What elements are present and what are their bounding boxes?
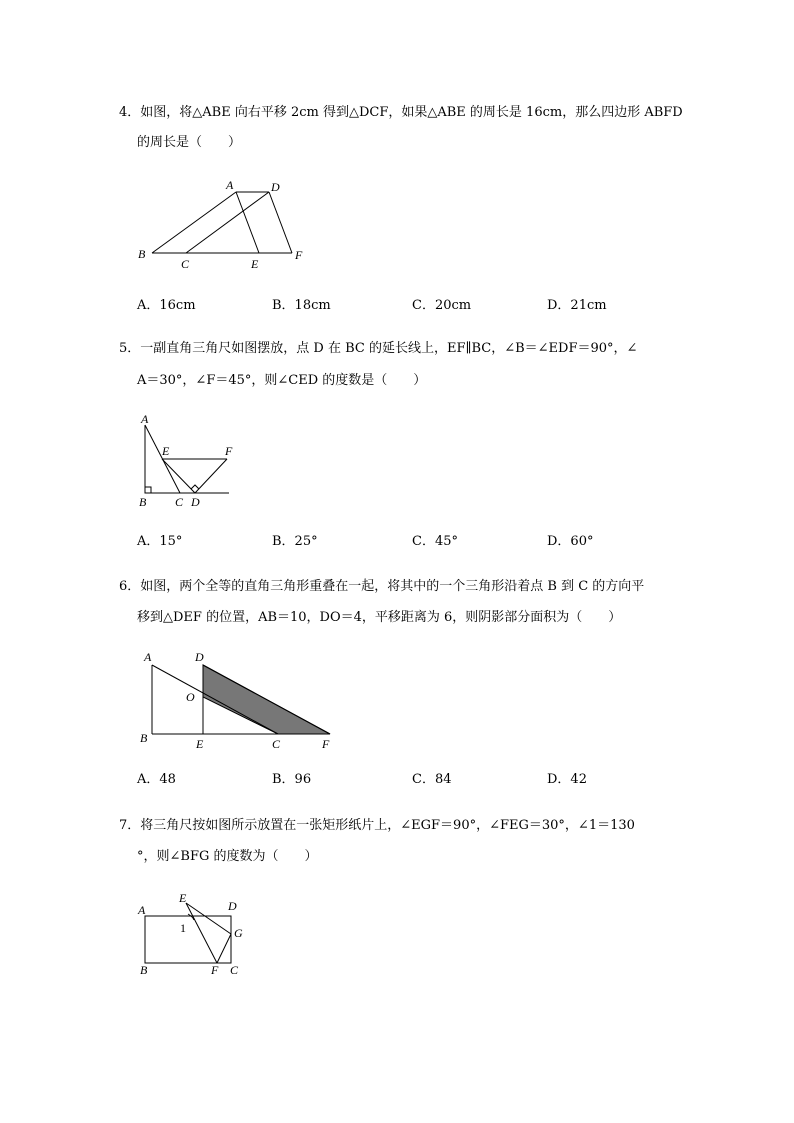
segment-ED — [162, 459, 195, 493]
label-E: E — [251, 257, 259, 271]
question-5-text-line-1: 5．一副直角三角尺如图摆放，点 D 在 BC 的延长线上，EF∥BC，∠B＝∠EDF＝90°，∠ — [119, 341, 638, 356]
question-6-text-line-1: 6．如图，两个全等的直角三角形重叠在一起，将其中的一个三角形沿着点 B 到 C 的方向平 — [119, 579, 645, 594]
label-A: A — [144, 650, 152, 664]
label-B: B — [139, 495, 147, 509]
label-B: B — [138, 247, 146, 261]
question-4-text-line-2: 的周长是（ ） — [137, 135, 242, 150]
label-B: B — [140, 963, 148, 977]
question-4-option-b[interactable]: B．18cm — [272, 298, 331, 313]
segment-BA — [152, 192, 236, 253]
label-angle-1: 1 — [180, 921, 186, 935]
question-5-option-d[interactable]: D．60° — [547, 534, 594, 549]
label-F: F — [211, 963, 219, 977]
question-4-option-a[interactable]: A．16cm — [137, 298, 196, 313]
question-6-option-c[interactable]: C．84 — [412, 772, 452, 787]
label-C: C — [175, 495, 184, 509]
label-C: C — [230, 963, 239, 977]
label-A: A — [138, 903, 146, 917]
label-D: D — [228, 899, 237, 913]
label-F: F — [225, 444, 233, 458]
rectangle-ABCD — [145, 916, 231, 963]
segment-GF — [217, 934, 231, 963]
label-A: A — [226, 178, 234, 192]
label-D: D — [271, 180, 280, 194]
question-4-option-c[interactable]: C．20cm — [412, 298, 472, 313]
question-7-text-line-2: °，则∠BFG 的度数为（ ） — [137, 849, 318, 864]
question-6-option-d[interactable]: D．42 — [547, 772, 587, 787]
question-5-option-c[interactable]: C．45° — [412, 534, 458, 549]
right-angle-mark-D — [191, 485, 199, 489]
right-angle-mark-B — [145, 487, 151, 493]
question-6-option-b[interactable]: B．96 — [272, 772, 312, 787]
label-D: D — [191, 495, 200, 509]
label-E: E — [162, 444, 170, 458]
label-F: F — [295, 248, 303, 262]
segment-DF — [269, 192, 292, 253]
question-5-figure — [135, 410, 245, 510]
question-5-text-line-2: A＝30°，∠F＝45°，则∠CED 的度数是（ ） — [137, 373, 427, 388]
label-B: B — [140, 731, 148, 745]
label-O: O — [186, 690, 195, 704]
question-5-option-b[interactable]: B．25° — [272, 534, 318, 549]
label-D: D — [195, 650, 204, 664]
question-6-text-line-2: 移到△DEF 的位置，AB＝10，DO＝4，平移距离为 6，则阴影部分面积为（ ） — [137, 610, 622, 625]
label-G: G — [234, 926, 243, 940]
question-6-figure — [135, 645, 355, 755]
label-C: C — [272, 737, 281, 751]
segment-FD — [195, 459, 227, 493]
question-5-option-a[interactable]: A．15° — [137, 534, 183, 549]
segment-EF — [186, 903, 217, 963]
label-E: E — [179, 891, 187, 905]
question-4-option-d[interactable]: D．21cm — [547, 298, 607, 313]
question-4-figure — [130, 175, 330, 275]
label-F: F — [322, 737, 330, 751]
question-7-figure — [130, 885, 260, 985]
label-A: A — [141, 412, 149, 426]
question-6-option-a[interactable]: A．48 — [137, 772, 176, 787]
segment-CD — [186, 192, 269, 253]
label-E: E — [196, 737, 204, 751]
question-4-text-line-1: 4．如图，将△ABE 向右平移 2cm 得到△DCF，如果△ABE 的周长是 16cm，那么四边形 ABFD — [119, 105, 683, 120]
question-7-text-line-1: 7．将三角尺按如图所示放置在一张矩形纸片上，∠EGF＝90°，∠FEG＝30°，∠1＝130 — [119, 818, 635, 833]
segment-AE — [236, 192, 259, 253]
label-C: C — [181, 257, 190, 271]
